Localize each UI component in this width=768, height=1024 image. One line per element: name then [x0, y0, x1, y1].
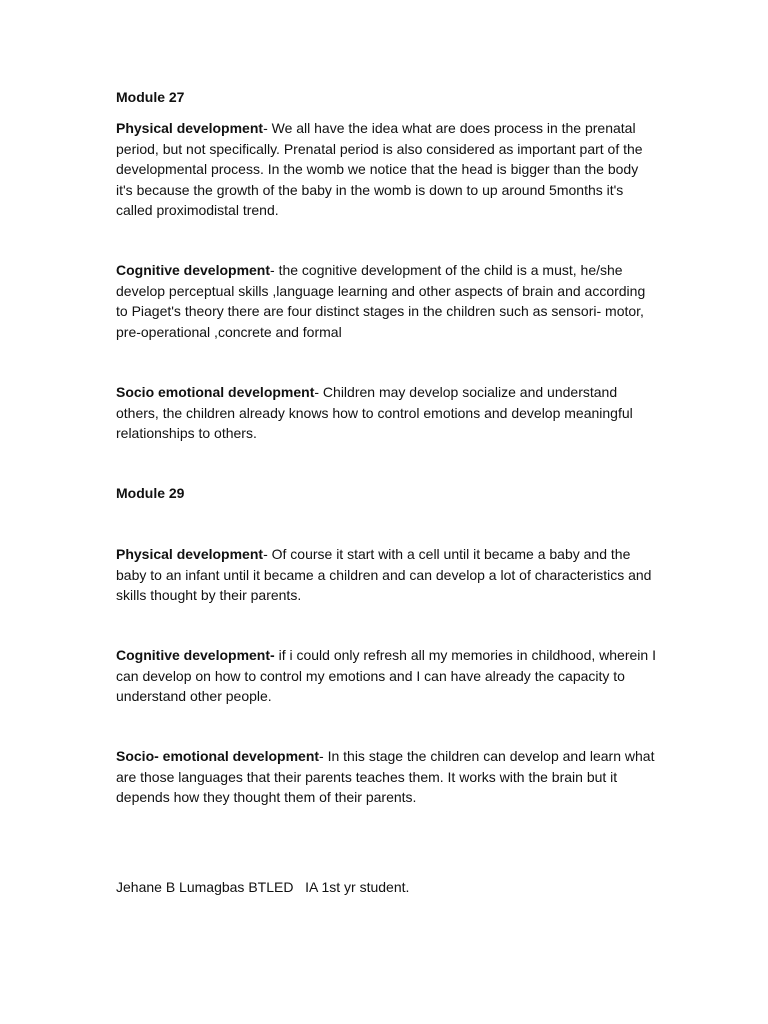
section-text: if i could only refresh all my memories in childhood, wherein I can develop on how to control my emotions and I can have already the capacity to understand other people.: [116, 647, 656, 704]
section-label: Cognitive development: [116, 262, 271, 278]
section-label: Cognitive development-: [116, 647, 275, 663]
module-27-physical-development: [116, 118, 656, 221]
module-27-socio-emotional-development: [116, 382, 656, 444]
section-text: - In this stage the children can develop and learn what are those languages that their parents teaches them. It works with the brain but it depends how they thought them of their parents.: [116, 748, 655, 805]
module-29-cognitive-development: [116, 645, 656, 707]
section-text: - the cognitive development of the child is a must, he/she develop perceptual skills ,language learning and other aspects of brain and according to Piaget's theory there are four distinct stages in the children such as sensori- motor, pre-operational ,concrete and formal: [116, 262, 646, 340]
module-27-cognitive-development: [116, 260, 656, 342]
section-text: - Children may develop socialize and understand others, the children already knows how to control emotions and develop meaningful relationships to others.: [116, 384, 633, 441]
section-label: Socio emotional development: [116, 384, 315, 400]
module-29-socio-emotional-development: [116, 746, 656, 808]
section-label: Physical development: [116, 546, 264, 562]
section-label: Physical development: [116, 120, 264, 136]
module-27-title: Module 27: [116, 89, 185, 105]
author-signature-line: Jehane B Lumagbas BTLED IA 1st yr student.: [116, 879, 410, 895]
section-text: - Of course it start with a cell until it became a baby and the baby to an infant until it became a children and can develop a lot of characteristics and skills thought by their parents.: [116, 546, 652, 603]
section-label: Socio- emotional development: [116, 748, 320, 764]
module-29-physical-development: [116, 544, 656, 606]
module-29-title: Module 29: [116, 485, 185, 501]
section-text: - We all have the idea what are does process in the prenatal period, but not specifically. Prenatal period is also considered as important part of the developmental process. In the womb we notice that the head is bigger than the body it's because the growth of the baby in the womb is down to up around 5months it's called proximodistal trend.: [116, 120, 643, 218]
